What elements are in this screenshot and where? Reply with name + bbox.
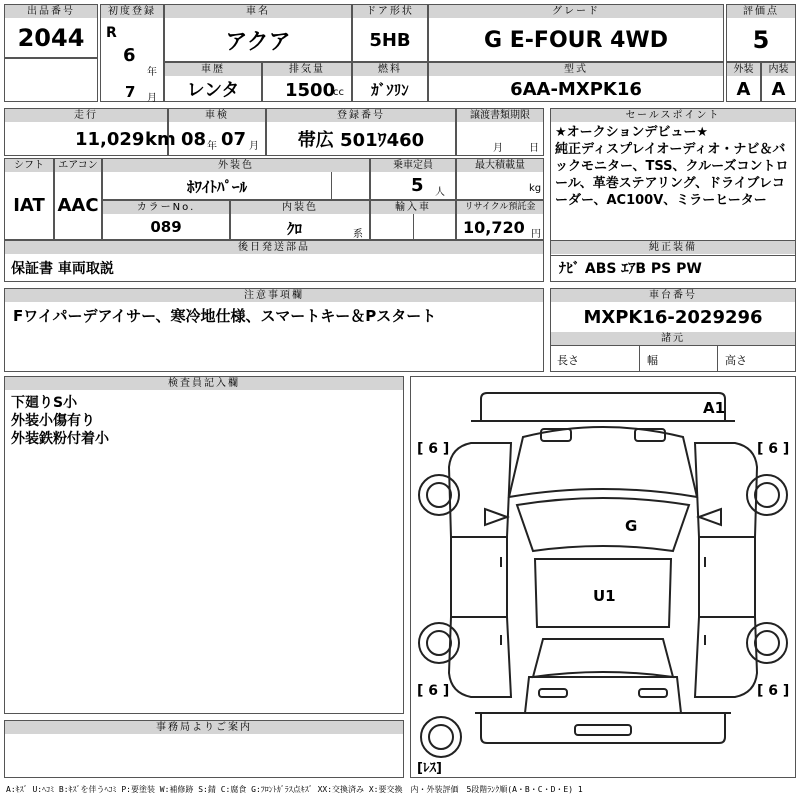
capacity-unit: 人: [435, 187, 445, 198]
ac-box: [54, 158, 102, 240]
inspection-year: 08: [181, 129, 207, 150]
interior-label: 内装: [762, 63, 795, 76]
spec-label: 諸元: [551, 332, 795, 345]
inspector-label: 検査員記入欄: [5, 377, 403, 390]
tread-rear-left: [ 6 ]: [417, 683, 450, 699]
shift-box: [4, 158, 54, 240]
door-box: [352, 4, 428, 62]
mileage-box: [4, 108, 176, 156]
mileage-label: 走行: [5, 109, 167, 122]
chassis-number: MXPK16-2029296: [583, 306, 763, 328]
model-label: 型式: [429, 63, 723, 76]
history-label: 車歴: [165, 63, 261, 76]
displacement: 1500: [285, 80, 336, 101]
office-box: [4, 720, 404, 778]
color-no-label: カラーNo.: [103, 201, 229, 214]
wheel-rear-right: [747, 623, 787, 663]
score-label: 評価点: [727, 5, 795, 18]
displacement-box: [262, 62, 352, 102]
inspector-line-2: 外装小傷有り: [11, 413, 95, 429]
shift: IAT: [13, 194, 45, 216]
color-no-box: [102, 200, 230, 240]
mileage: 11,029: [75, 129, 145, 150]
exterior-color: ﾎﾜｲﾄﾊﾟｰﾙ: [186, 177, 247, 196]
inspection-year-unit: 年: [207, 141, 217, 152]
car-name-box: [164, 4, 352, 62]
damage-mark-g: G: [625, 517, 638, 535]
shift-label: シフト: [5, 159, 53, 172]
capacity-label: 乗車定員: [371, 159, 455, 172]
car-name-label: 車名: [165, 5, 351, 18]
exterior-box: [726, 62, 761, 102]
notes-box: [4, 288, 544, 372]
width-label: 幅: [647, 354, 658, 367]
import-label: 輸入車: [371, 201, 455, 214]
notes-label: 注意事項欄: [5, 289, 543, 302]
ac-label: エアコン: [55, 159, 101, 172]
car-name: アクア: [225, 29, 291, 55]
interior-color: ｸﾛ: [287, 220, 303, 238]
transfer-label: 譲渡書類期限: [457, 109, 543, 122]
fuel-box: [352, 62, 428, 102]
transfer-box: [456, 108, 544, 156]
plate-box: [266, 108, 456, 156]
plate-label: 登録番号: [267, 109, 455, 122]
lot-number: 2044: [17, 24, 85, 52]
spare-tire-status: [ﾚｽ]: [417, 761, 442, 776]
lot-number-box: [4, 4, 98, 58]
model: 6AA-MXPK16: [510, 78, 642, 100]
later-parts-label: 後日発送部品: [5, 241, 543, 254]
score: 5: [752, 26, 770, 54]
load-unit: kg: [529, 183, 542, 194]
inspector-line-3: 外装鉄粉付着小: [11, 431, 109, 447]
reg-month: 7: [125, 83, 136, 101]
ac: AAC: [57, 194, 99, 216]
car-diagram-box: [410, 376, 796, 778]
inspection-label: 車検: [169, 109, 265, 122]
import-box: [370, 200, 456, 240]
fuel: ｶﾞｿﾘﾝ: [371, 80, 409, 99]
color-no: 089: [150, 218, 182, 236]
interior-color-unit: 系: [353, 229, 363, 240]
door-type: 5HB: [369, 29, 411, 51]
history: レンタ: [186, 80, 240, 101]
chassis-box: [550, 288, 796, 372]
interior-color-box: [230, 200, 370, 240]
interior-grade: A: [771, 78, 786, 100]
equipment-label: 純正装備: [551, 241, 795, 254]
sales-points-text: ★オークションデビュー★ 純正ディスプレイオーディオ・ナビ＆バックモニター、TSS、クルーズコントロール、革巻ステアリング、ドライブレコーダー、AC100V、ミラーヒーター: [555, 125, 789, 208]
tread-front-left: [ 6 ]: [417, 441, 450, 457]
grade-label: グレード: [429, 5, 723, 18]
interior-box: [761, 62, 796, 102]
lot-number-label: 出品番号: [5, 5, 97, 18]
load-box: [456, 158, 544, 200]
load-label: 最大積載量: [457, 159, 543, 172]
door-label: ドア形状: [353, 5, 427, 18]
recycle-unit: 円: [531, 229, 541, 240]
color-label: 外装色: [103, 159, 369, 172]
transfer-month-unit: 月: [493, 143, 503, 154]
damage-mark-u1: U1: [593, 587, 616, 605]
era: R: [106, 25, 117, 41]
recycle-fee: 10,720: [463, 218, 525, 237]
inspection-month: 07: [221, 129, 247, 150]
first-registration-box: [100, 4, 164, 102]
inspection-box: [168, 108, 266, 156]
sales-points-label: セールスポイント: [551, 109, 795, 122]
grade: G E-FOUR 4WD: [484, 27, 668, 53]
grade-box: [428, 4, 724, 62]
legend-text: A:ｷｽﾞ U:ﾍｺﾐ B:ｷｽﾞを伴うﾍｺﾐ P:要塗装 W:補修跡 S:錆 C:腐食 G:ﾌﾛﾝﾄｶﾞﾗｽ点ｷｽﾞ XX:交換済み X:要交換 内・外装評価 5段階ﾗﾝｸ順(A・B・C・D・E) 1: [6, 785, 583, 794]
car-diagram: [411, 377, 795, 777]
notes-text: Fワイパーデアイサー、寒冷地仕様、スマートキー＆Pスタート: [13, 307, 437, 325]
height-label: 高さ: [725, 354, 747, 367]
capacity: 5: [411, 175, 424, 196]
color-box: [102, 158, 370, 200]
interior-color-label: 内装色: [231, 201, 369, 214]
first-registration-label: 初度登録: [101, 5, 163, 18]
exterior-label: 外装: [727, 63, 760, 76]
history-box: [164, 62, 262, 102]
wheel-front-right: [747, 475, 787, 515]
equipment-text: ﾅﾋﾞ ABS ｴｱB PS PW: [559, 261, 702, 277]
later-parts-box: [4, 240, 544, 282]
reg-year: 6: [123, 45, 136, 66]
office-label: 事務局よりご案内: [5, 721, 403, 734]
lot-number-blank: [4, 58, 98, 102]
plate-number: 帯広 501ﾜ460: [297, 130, 425, 151]
inspector-line-1: 下廻りS小: [11, 395, 78, 411]
transfer-day-unit: 日: [529, 143, 539, 154]
wheel-rear-left: [419, 623, 459, 663]
tread-rear-right: [ 6 ]: [757, 683, 790, 699]
wheel-front-left: [419, 475, 459, 515]
model-box: [428, 62, 724, 102]
spare-wheel: [421, 717, 461, 757]
displacement-label: 排気量: [263, 63, 351, 76]
reg-year-unit: 年: [147, 67, 157, 78]
inspector-box: [4, 376, 404, 714]
recycle-label: リサイクル預託金: [457, 201, 543, 214]
sales-points-box: [550, 108, 796, 256]
equipment-box: [550, 240, 796, 282]
later-parts-text: 保証書 車両取説: [11, 261, 114, 277]
exterior-grade: A: [736, 78, 751, 100]
displacement-unit: cc: [333, 87, 344, 98]
chassis-label: 車台番号: [551, 289, 795, 302]
damage-mark-a1: A1: [703, 399, 726, 417]
length-label: 長さ: [557, 354, 579, 367]
capacity-box: [370, 158, 456, 200]
fuel-label: 燃料: [353, 63, 427, 76]
score-box: [726, 4, 796, 62]
mileage-unit: km: [145, 129, 176, 150]
recycle-box: [456, 200, 544, 240]
tread-front-right: [ 6 ]: [757, 441, 790, 457]
reg-month-unit: 月: [147, 93, 157, 104]
inspection-month-unit: 月: [249, 141, 259, 152]
